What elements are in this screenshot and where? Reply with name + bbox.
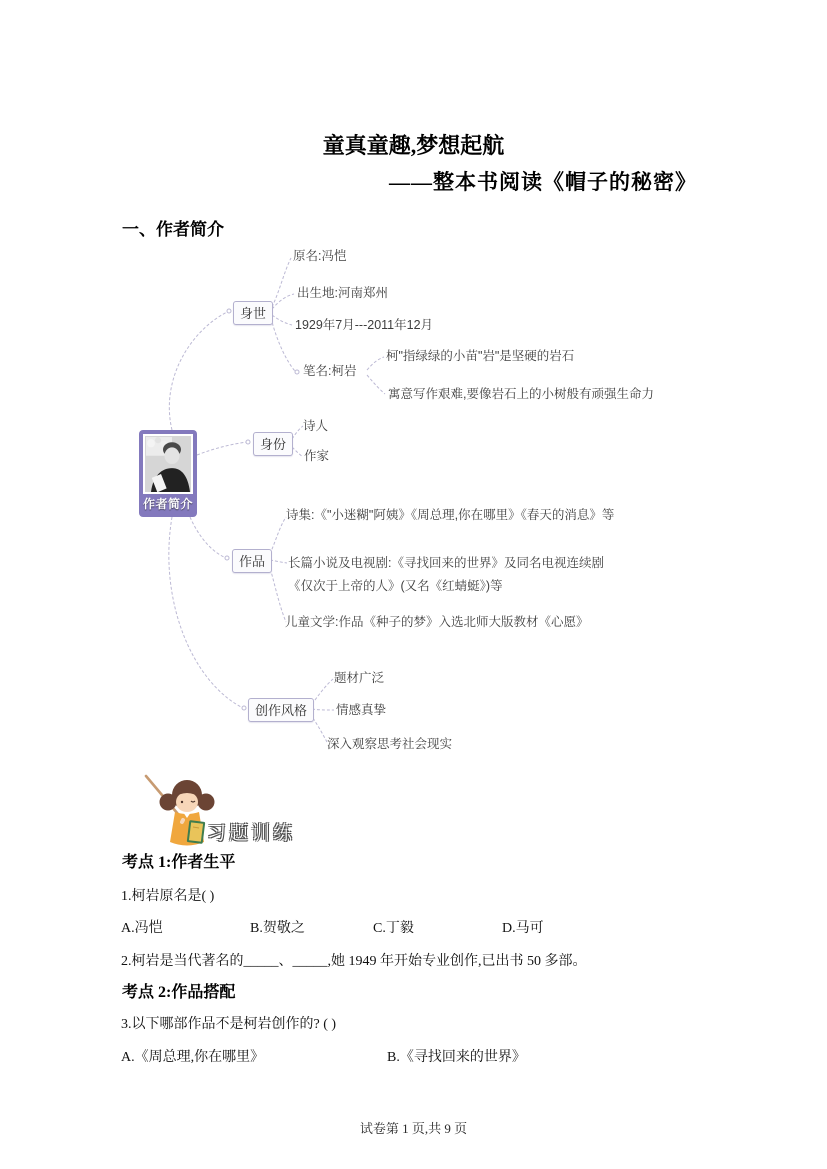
mindmap-node-works: 作品 [232,549,272,573]
leaf-birthplace: 出生地:河南郑州 [297,286,388,300]
mindmap-connector-lines [0,230,827,775]
mindmap-node-background: 身世 [233,301,273,325]
mindmap-center-node [139,430,197,517]
page-subtitle: ——整本书阅读《帽子的秘密》 [389,170,697,194]
question-1-options [121,917,761,937]
leaf-style-1: 题材广泛 [334,671,385,685]
author-mindmap [0,230,827,775]
question-1-option-c: C.丁毅 [373,921,414,936]
exam-point-1-heading: 考点 1:作者生平 [122,854,236,871]
question-2-text: 2.柯岩是当代著名的_____、_____,她 1949 年开始专业创作,已出书 50 多部。 [121,954,587,969]
mindmap-node-style: 创作风格 [248,698,314,722]
question-1-option-d: D.马可 [502,921,544,936]
leaf-pen-name-note2: 寓意写作艰难,要像岩石上的小树般有顽强生命力 [388,387,654,401]
exam-point-2-heading: 考点 2:作品搭配 [122,984,236,1001]
page-footer: 试卷第 1 页,共 9 页 [359,1121,468,1136]
leaf-pen-name-note1: 柯"指绿绿的小苗"岩"是坚硬的岩石 [386,349,575,363]
leaf-style-2: 情感真挚 [336,703,387,717]
leaf-pen-name: 笔名:柯岩 [303,364,357,378]
question-3-text: 3.以下哪部作品不是柯岩创作的? ( ) [121,1017,337,1032]
question-1-text: 1.柯岩原名是( ) [121,889,215,904]
leaf-novel-works-1: 长篇小说及电视剧:《寻找回来的世界》及同名电视连续剧 [288,556,604,570]
leaf-novel-works-2: 《仅次于上帝的人》(又名《红蜻蜓》)等 [288,579,503,593]
section-heading-author-intro: 一、作者简介 [122,220,224,239]
question-3-option-b: B.《寻找回来的世界》 [387,1050,526,1065]
leaf-poet: 诗人 [303,419,329,433]
page-title: 童真童趣,梦想起航 [322,133,505,158]
exercise-banner-title: 习题训练 [207,823,296,844]
question-1-option-b: B.贺敬之 [250,921,305,936]
leaf-dates: 1929年7月---2011年12月 [295,318,434,332]
question-3-option-a: A.《周总理,你在哪里》 [121,1050,265,1065]
question-1-option-a: A.冯恺 [121,921,163,936]
leaf-writer: 作家 [304,449,330,463]
leaf-original-name: 原名:冯恺 [293,249,347,263]
author-portrait-photo [143,434,193,494]
mindmap-center-label: 作者简介 [142,497,193,511]
leaf-poetry-works: 诗集:《"小迷糊"阿姨》《周总理,你在哪里》《春天的消息》等 [286,508,615,522]
question-3-options [121,1046,761,1066]
leaf-style-3: 深入观察思考社会现实 [327,737,453,751]
leaf-children-works: 儿童文学:作品《种子的梦》入选北师大版教材《心愿》 [285,615,589,629]
mindmap-node-identity: 身份 [253,432,293,456]
